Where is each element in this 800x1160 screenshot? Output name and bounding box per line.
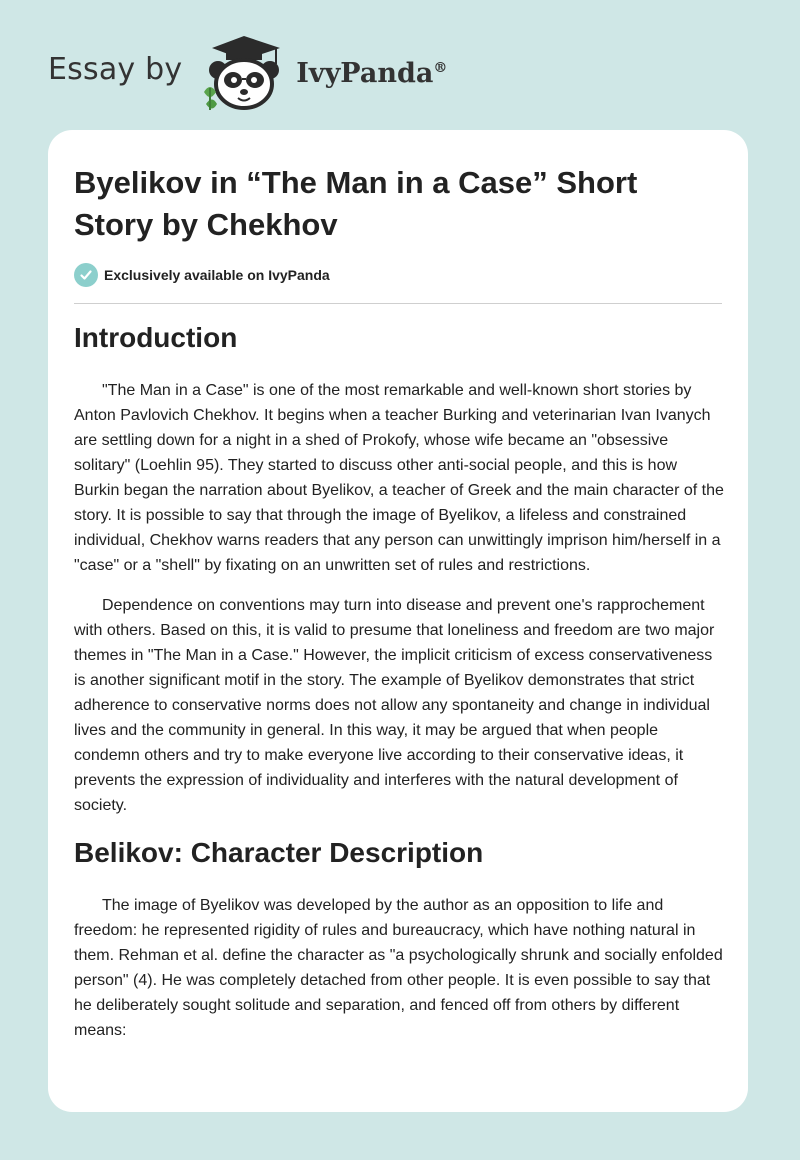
registered-mark: ®	[433, 59, 448, 76]
exclusive-badge	[74, 263, 330, 287]
paragraph-character-1: The image of Byelikov was developed by the author as an opposition to life and freedom: he represented rigidity of rules and bureaucracy, which have nothing natural in them. Rehman et al. define the character as "a psychologically shrunk and socially enfolded person" (4). He was completely detached from other people. It is even possible to say that he deliberately sought solitude and separation, and fenced off from others by different means:	[74, 897, 723, 1039]
essay-body	[74, 320, 724, 1043]
paragraph-intro-2: Dependence on conventions may turn into disease and prevent one's rapprochement with others. Based on this, it is valid to presume that loneliness and freedom are two major themes in "The Man in a Case." However, the implicit criticism of excess conservativeness is another significant motif in the story. The example of Byelikov demonstrates that strict adherence to conservative norms does not allow any spontaneity and change in individual lives and the community in general. In this way, it may be argued that when people condemn others and try to make everyone live according to their conservative ideas, it prevents the expression of individuality and interferes with the natural development of society.	[74, 597, 715, 814]
brand-name[interactable]	[296, 58, 447, 89]
site-header	[48, 32, 447, 112]
section-heading-character: Belikov: Character Description	[74, 837, 484, 868]
section-heading-introduction: Introduction	[74, 322, 238, 353]
brand-text: IvyPanda	[296, 57, 434, 89]
essay-title: Byelikov in “The Man in a Case” Short Story by Chekhov	[74, 165, 638, 242]
title-divider	[74, 303, 722, 304]
essay-card	[48, 130, 748, 1112]
essay-by-label: Essay by	[48, 51, 183, 87]
paragraph-intro-1: "The Man in a Case" is one of the most remarkable and well-known short stories by Anton Pavlovich Chekhov. It begins when a teacher Burking and veterinarian Ivan Ivanych are settling down for a night in a shed of Prokofy, whose wife became an "obsessive solitary" (Loehlin 95). They started to discuss other anti-social people, and this is how Burkin began the narration about Byelikov, a teacher of Greek and the main character of the story. It is possible to say that through the image of Byelikov, a lifeless and constrained individual, Chekhov warns readers that any person can unwittingly imprison him/herself in a "case" or a "shell" by fixating on an unwritten set of rules and restrictions.	[74, 382, 724, 574]
check-icon	[74, 263, 98, 287]
exclusive-badge-label: Exclusively available on IvyPanda	[104, 267, 330, 283]
panda-graduate-logo-icon[interactable]	[196, 32, 292, 112]
